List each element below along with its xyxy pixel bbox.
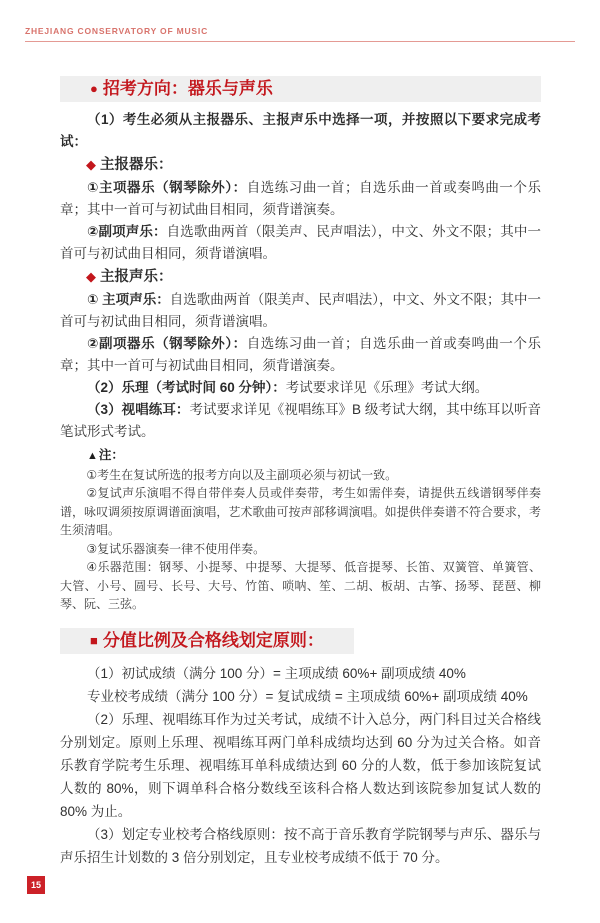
paragraph-exam-score-formula: 专业校考成绩（满分 100 分）= 复试成绩 = 主项成绩 60%+ 副项成绩 40% xyxy=(87,688,528,704)
paragraph-text: 自选练习曲一首；自选乐曲一首或奏鸣曲一个乐章；其中一首可与初试曲目相同，须背谱演奏。 xyxy=(60,180,542,217)
square-bullet-icon: ■ xyxy=(90,632,98,648)
paragraph-text: 自选练习曲一首；自选乐曲一首或奏鸣曲一个乐章；其中一首可与初试曲目相同，须背谱演奏。 xyxy=(60,336,542,373)
paragraph-cutoff-rule: （3）划定专业校考合格线原则：按不高于音乐教育学院钢琴与声乐、器乐与声乐招生计划数的 3 倍分别划定，且专业校考成绩不低于 70 分。 xyxy=(60,826,541,865)
masthead-divider xyxy=(25,41,575,42)
paragraph-item xyxy=(60,177,541,221)
paragraph-pass-rule: （2）乐理、视唱练耳作为过关考试，成绩不计入总分，两门科目过关合格线分别划定。原则上乐理、视唱练耳两门单科成绩均达到 60 分为过关合格。如音乐教育学院考生乐理、视唱练耳单科成绩达到 60 分的人数，低于参加该院复试人数的 80%，则下调单科合格分数线至该科合格人数达到该院参加复试人数的 80% 为止。 xyxy=(60,711,541,819)
paragraph-item xyxy=(60,221,541,265)
paragraph-text: 自选歌曲两首（限美声、民声唱法），中文、外文不限；其中一首可与初试曲目相同，须背谱演唱。 xyxy=(60,292,542,329)
page-content xyxy=(60,76,541,869)
triangle-note-icon: ▲ xyxy=(87,450,98,462)
paragraph-item xyxy=(60,289,541,333)
subheading-label: 主报器乐： xyxy=(100,157,173,173)
paragraph-lead: （3）视唱练耳： xyxy=(87,402,190,417)
paragraph-text: 考试要求详见《视唱练耳》B 级考试大纲，其中练耳以听音笔试形式考试。 xyxy=(60,402,541,439)
circle-bullet-icon: ● xyxy=(90,81,98,96)
paragraph-intro: （1）考生必须从主报器乐、主报声乐中选择一项，并按照以下要求完成考试： xyxy=(60,112,541,149)
section2-title: 分值比例及合格线划定原则： xyxy=(102,630,324,650)
subheading-label: 主报声乐： xyxy=(100,269,173,285)
paragraph-score-formula: （1）初试成绩（满分 100 分）= 主项成绩 60%+ 副项成绩 40% xyxy=(87,665,466,681)
paragraph-item xyxy=(60,333,541,377)
section1-title: 招考方向：器乐与声乐 xyxy=(102,79,273,98)
section1-body xyxy=(60,109,541,614)
section2-body xyxy=(60,662,541,869)
note-item: ①考生在复试所选的报考方向以及主副项必须与初试一致。 xyxy=(86,467,398,482)
paragraph-lead: ①主项器乐（钢琴除外）： xyxy=(87,180,247,195)
page-number-badge: 15 xyxy=(27,876,45,894)
notes-block xyxy=(60,446,541,614)
paragraph-lead: （2）乐理（考试时间 60 分钟）： xyxy=(87,380,286,395)
note-item: ③复试乐器演奏一律不使用伴奏。 xyxy=(86,541,266,556)
subheading-main-instrumental xyxy=(60,153,541,177)
paragraph-lead: ① 主项声乐： xyxy=(87,292,170,307)
paragraph-text: 自选歌曲两首（限美声、民声唱法），中文、外文不限；其中一首可与初试曲目相同，须背谱演唱。 xyxy=(60,224,541,261)
note-item: ④乐器范围：钢琴、小提琴、中提琴、大提琴、低音提琴、长笛、双簧管、单簧管、大管、小号、圆号、长号、大号、竹笛、唢呐、笙、二胡、板胡、古筝、扬琴、琵琶、柳琴、阮、三弦。 xyxy=(60,560,541,611)
paragraph-music-theory xyxy=(60,377,541,399)
subheading-main-vocal xyxy=(60,265,541,289)
diamond-bullet-icon: ◆ xyxy=(86,157,96,172)
notes-title: 注： xyxy=(98,448,124,462)
diamond-bullet-icon: ◆ xyxy=(86,269,96,284)
notes-heading xyxy=(60,446,541,466)
paragraph-text: 考试要求详见《乐理》考试大纲。 xyxy=(285,380,489,395)
brand-name: ZHEJIANG CONSERVATORY OF MUSIC xyxy=(25,26,209,36)
section1-heading xyxy=(60,76,541,102)
paragraph-lead: ②副项器乐（钢琴除外）： xyxy=(87,336,247,351)
section2-heading xyxy=(60,628,354,654)
note-item: ②复试声乐演唱不得自带伴奏人员或伴奏带，考生如需伴奏，请提供五线谱钢琴伴奏谱，咏叹调须按原调谱面演唱，艺术歌曲可按声部移调演唱。如提供伴奏谱不符合要求，考生须清唱。 xyxy=(60,486,541,537)
paragraph-ear-training xyxy=(60,399,541,443)
paragraph-lead: ②副项声乐： xyxy=(87,224,167,239)
section2 xyxy=(60,628,541,869)
masthead xyxy=(25,26,575,42)
